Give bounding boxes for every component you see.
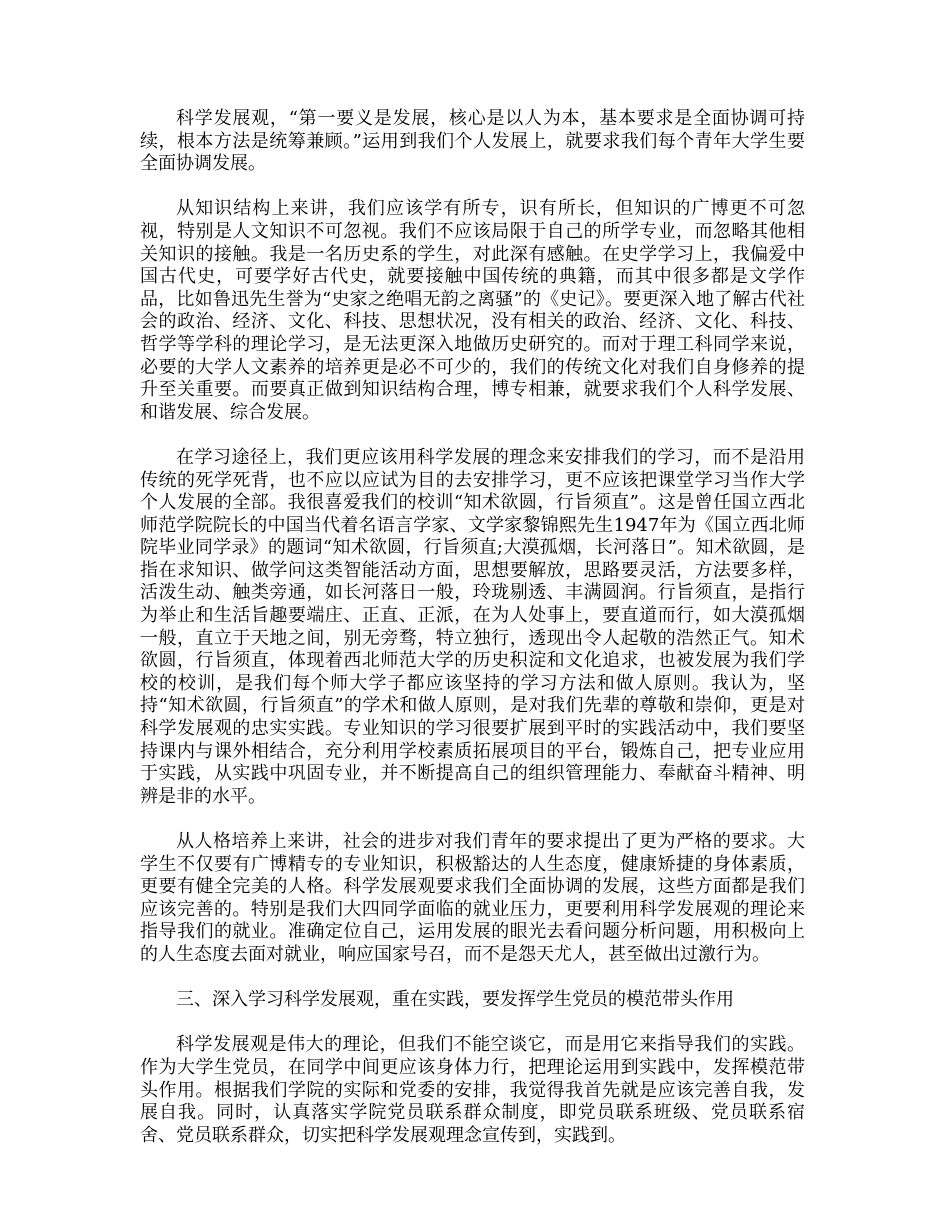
paragraph-development-view: 科学发展观，“第一要义是发展，核心是以人为本，基本要求是全面协调可持续，根本方法是统筹兼顾。”运用到我们个人发展上，就要求我们每个青年大学生要全面协调发展。 xyxy=(140,108,805,175)
paragraph-knowledge-structure: 从知识结构上来讲，我们应该学有所专，识有所长，但知识的广博更不可忽视，特别是人文知识不可忽视。我们不应该局限于自己的所学专业，而忽略其他相关知识的接触。我是一名历史系的学生，对此深有感触。在史学学习上，我偏爱中国古代史，可要学好古代史，就要接触中国传统的典籍，而其中很多都是文学作品，比如鲁迅先生誉为“史家之绝唱无韵之离骚”的《史记》。要更深入地了解古代社会的政治、经济、文化、科技、思想状况，没有相关的政治、经济、文化、科技、哲学等学科的理论学习，是无法更深入地做历史研究的。而对于理工科同学来说，必要的大学人文素养的培养更是必不可少的，我们的传统文化对我们自身修养的提升至关重要。而要真正做到知识结构合理，博专相兼，就要求我们个人科学发展、和谐发展、综合发展。 xyxy=(140,198,805,423)
paragraph-practice: 科学发展观是伟大的理论，但我们不能空谈它，而是用它来指导我们的实践。作为大学生党员，在同学中间更应该身体力行，把理论运用到实践中，发挥模范带头作用。根据我们学院的实际和党委的安排，我觉得我首先就是应该完善自我，发展自我。同时，认真落实学院党员联系群众制度，即党员联系班级、党员联系宿舍、党员联系群众，切实把科学发展观理念宣传到，实践到。 xyxy=(140,1034,805,1146)
section-heading: 三、深入学习科学发展观，重在实践，要发挥学生党员的模范带头作用 xyxy=(176,989,734,1011)
paragraph-learning-approach: 在学习途径上，我们更应该用科学发展的理念来安排我们的学习，而不是沿用传统的死学死背，也不应以应试为目的去安排学习，更不应该把课堂学习当作大学个人发展的全部。我很喜爱我们的校训“知术欲圆，行旨须直”。这是曾任国立西北师范学院院长的中国当代着名语言学家、文学家黎锦熙先生1947年为《国立西北师院毕业同学录》的题词“知术欲圆，行旨须直;大漠孤烟，长河落日”。知术欲圆，是指在求知识、做学问这类智能活动方面，思想要解放，思路要灵活，方法要多样，活泼生动、触类旁通，如长河落日一般，玲珑剔透、丰满圆润。行旨须直，是指行为举止和生活旨趣要端庄、正直、正派，在为人处事上，要直道而行，如大漠孤烟一般，直立于天地之间，别无旁骛，特立独行，透现出令人起敬的浩然正气。知术欲圆，行旨须直，体现着西北师范大学的历史积淀和文化追求，也被发展为我们学校的校训，是我们每个师大学子都应该坚持的学习方法和做人原则。我认为，坚持“知术欲圆，行旨须直”的学术和做人原则，是对我们先辈的尊敬和崇仰，更是对科学发展观的忠实实践。专业知识的学习很要扩展到平时的实践活动中，我们要坚持课内与课外相结合，充分利用学校素质拓展项目的平台，锻炼自己，把专业应用于实践，从实践中巩固专业，并不断提高自己的组织管理能力、奉献奋斗精神、明辨是非的水平。 xyxy=(140,446,805,807)
paragraph-personality-cultivation: 从人格培养上来讲，社会的进步对我们青年的要求提出了更为严格的要求。大学生不仅要有广博精专的专业知识，积极豁达的人生态度，健康矫捷的身体素质，更要有健全完美的人格。科学发展观要求我们全面协调的发展，这些方面都是我们应该完善的。特别是我们大四同学面临的就业压力，更要利用科学发展观的理论来指导我们的就业。准确定位自己，运用发展的眼光去看问题分析问题，用积极向上的人生态度去面对就业，响应国家号召，而不是怨天尤人，甚至做出过激行为。 xyxy=(140,831,805,965)
document-body xyxy=(140,108,805,1170)
